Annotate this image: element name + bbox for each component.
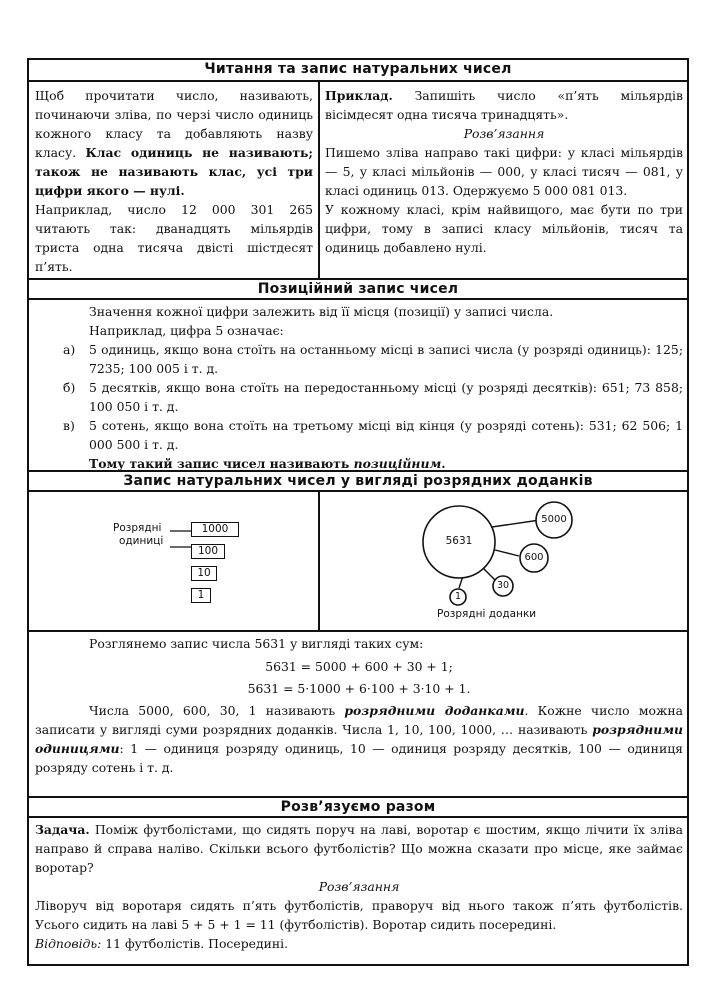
section-title-together: Розв’язуємо разом bbox=[29, 796, 687, 818]
answer bbox=[35, 934, 683, 953]
place-value-paragraph bbox=[35, 701, 683, 777]
addend-600: 600 bbox=[524, 552, 544, 563]
section-title-reading: Читання та запис натуральних чисел bbox=[29, 60, 687, 82]
reading-rule-text: Щоб прочитати число, називають, починаючи зліва, по черзі число одиниць кожного класу та добавляють назву класу. bbox=[35, 88, 313, 160]
list-marker: б) bbox=[63, 380, 76, 395]
conclusion-text: Тому такий запис чисел називають bbox=[89, 456, 354, 471]
positional-list bbox=[35, 340, 683, 454]
place-value-body bbox=[35, 634, 683, 777]
para-text: Числа 5000, 600, 30, 1 називають bbox=[89, 703, 345, 718]
together-solution-text: Ліворуч від воротаря сидять п’ять футболістів, праворуч від нього також п’ять футболістів. Усього сидить на лаві 5 + 5 + 1 = 11 (футболістів). Воротар сидить посередині. bbox=[35, 898, 683, 932]
term-units: розрядними одиницями bbox=[35, 722, 683, 756]
conclusion-term: позиційним bbox=[353, 456, 442, 471]
solution-note: У кожному класі, крім найвищого, має бути по три цифри, тому в записі класу мільйонів, тисяч та одиниць добавлено нулі. bbox=[325, 202, 683, 255]
column-divider bbox=[318, 82, 320, 278]
units-connector bbox=[169, 526, 193, 556]
list-item-text: 5 сотень, якщо вона стоїть на третьому місці від кінця (у розряді сотень): 531; 62 506; 1 000 500 і т. д. bbox=[89, 418, 683, 452]
diagram-divider bbox=[318, 492, 320, 630]
list-item-text: 5 десятків, якщо вона стоїть на передостанньому місці (у розряді десятків): 651; 73 858; 100 050 і т. д. bbox=[89, 380, 683, 414]
solution-text: Пишемо зліва направо такі цифри: у класі мільярдів — 5, у класі мільйонів — 000, у класі тисяч — 081, у класі одиниць 013. Одержуємо 5 000 081 013. bbox=[325, 145, 683, 198]
conclusion-end: . bbox=[441, 456, 446, 471]
unit-box-1000: 1000 bbox=[191, 522, 239, 537]
unit-box-100: 100 bbox=[191, 544, 225, 559]
reading-rule-bold: Клас одиниць не називають; також не називають клас, усі три цифри якого — нулі. bbox=[35, 145, 313, 198]
list-marker: в) bbox=[63, 418, 75, 433]
addend-5000: 5000 bbox=[541, 514, 567, 525]
para-text-end: : 1 — одиниця розряду одиниць, 10 — одиниця розряду десятків, 100 — одиниця розряду сотень і т. д. bbox=[35, 741, 683, 775]
example-text: Запишіть число «п’ять мільярдів вісімдесят одна тисяча тринадцять». bbox=[325, 88, 683, 122]
answer-label: Відповідь: bbox=[35, 936, 102, 951]
list-item bbox=[63, 340, 683, 378]
task-label: Задача. bbox=[35, 822, 90, 837]
term-addends: розрядними доданками bbox=[344, 703, 525, 718]
units-label bbox=[113, 522, 163, 548]
positional-example: Наприклад, цифра 5 означає: bbox=[89, 323, 284, 338]
page-frame bbox=[27, 58, 689, 966]
addend-30: 30 bbox=[496, 580, 510, 591]
section-title-positional: Позиційний запис чисел bbox=[29, 278, 687, 300]
list-item bbox=[63, 416, 683, 454]
addend-1: 1 bbox=[454, 591, 462, 602]
para-text-mid: . Кожне число можна записати у вигляді суми розрядних доданків. Числа 1, 10, 100, 1000, … називають bbox=[35, 703, 683, 737]
units-label-line1: Розрядні bbox=[113, 522, 162, 534]
example-label: Приклад. bbox=[325, 88, 393, 103]
reading-example bbox=[325, 86, 683, 257]
positional-body bbox=[35, 302, 683, 473]
addends-label: Розрядні доданки bbox=[437, 608, 537, 620]
task bbox=[35, 820, 683, 877]
task-text: Поміж футболістами, що сидять поруч на лаві, воротар є шостим, якщо лічити їх зліва направо й справа наліво. Скільки всього футболістів? Що можна сказати про місце, яке займає воротар? bbox=[35, 822, 683, 875]
positional-intro: Значення кожної цифри залежить від її місця (позиції) у записі числа. bbox=[89, 304, 554, 319]
formula-expanded: 5631 = 5·1000 + 6·100 + 3·10 + 1. bbox=[247, 681, 471, 696]
connector-600 bbox=[495, 550, 519, 556]
list-item bbox=[63, 378, 683, 416]
answer-text: 11 футболістів. Посередині. bbox=[101, 936, 289, 951]
diagram-bottom-rule bbox=[29, 630, 687, 632]
units-label-line2: одиниці bbox=[119, 535, 164, 547]
connector-5000 bbox=[485, 520, 540, 528]
unit-box-10: 10 bbox=[191, 566, 217, 581]
together-body bbox=[35, 820, 683, 953]
consider-text: Розглянемо запис числа 5631 у вигляді таких сум: bbox=[89, 636, 424, 651]
formula-sum: 5631 = 5000 + 600 + 30 + 1; bbox=[265, 659, 453, 674]
reading-example-text: Наприклад, число 12 000 301 265 читають так: дванадцять мільярдів триста одна тисяча двісті шістдесят п’ять. bbox=[35, 202, 313, 274]
center-number: 5631 bbox=[445, 535, 473, 547]
list-marker: а) bbox=[63, 342, 76, 357]
section-title-place-value: Запис натуральних чисел у вигляді розрядних доданків bbox=[29, 470, 687, 492]
list-item-text: 5 одиниць, якщо вона стоїть на останньому місці в записі числа (у розряді одиниць): 125; 7235; 100 005 і т. д. bbox=[89, 342, 683, 376]
solution-heading: Розв’язання bbox=[463, 126, 545, 141]
unit-box-1: 1 bbox=[191, 588, 211, 603]
together-solution-heading: Розв’язання bbox=[318, 879, 400, 894]
reading-rule bbox=[35, 86, 313, 276]
